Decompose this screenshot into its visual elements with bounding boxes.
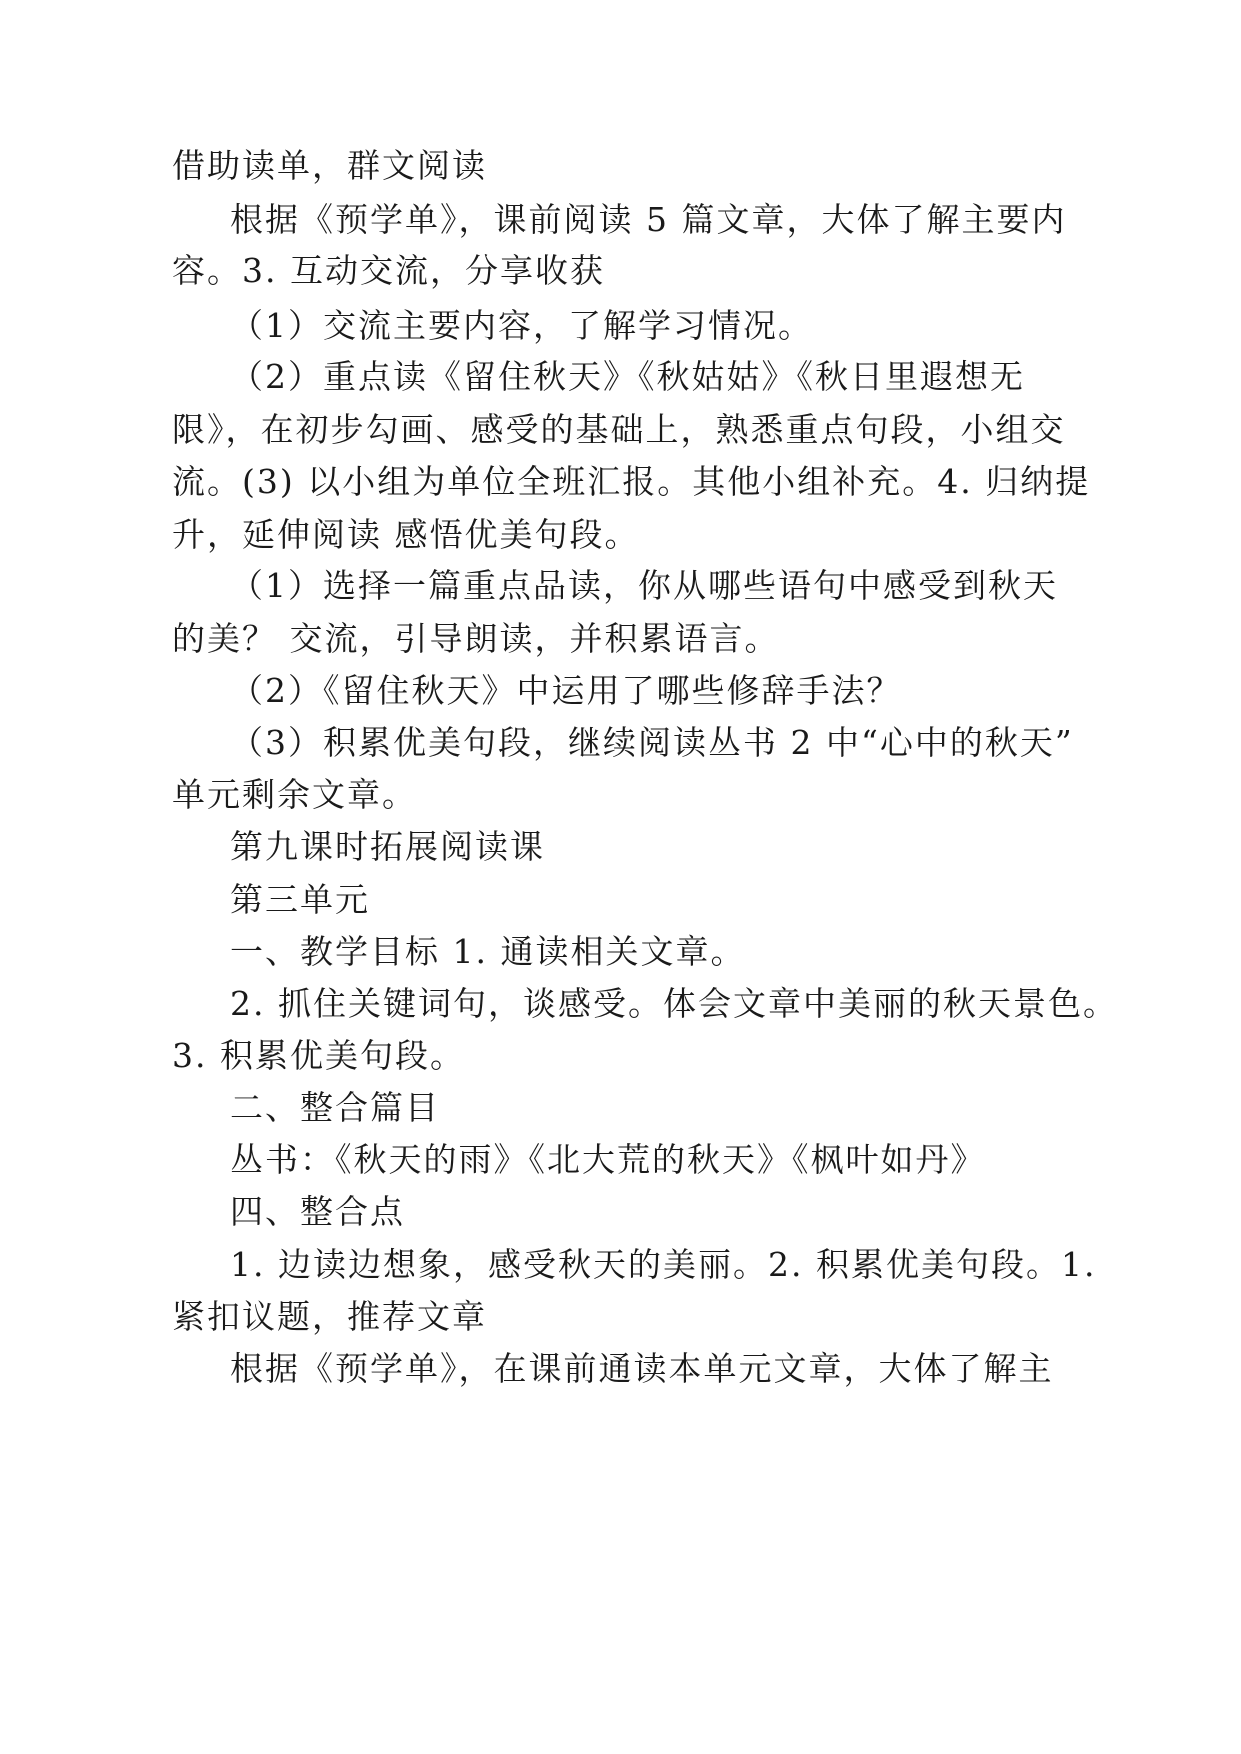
text-line: （3）积累优美句段，继续阅读丛书 2 中“心中的秋天”	[230, 723, 1074, 762]
text-line: 第三单元	[230, 880, 370, 919]
text-line: 紧扣议题，推荐文章	[172, 1297, 487, 1336]
text-line: 3. 积累优美句段。	[172, 1036, 465, 1075]
text-line: 根据《预学单》，在课前通读本单元文章，大体了解主	[230, 1349, 1054, 1388]
text-line: 容。3. 互动交流，分享收获	[172, 251, 605, 290]
text-line: 四、整合点	[230, 1192, 405, 1231]
text-line: 第九课时拓展阅读课	[230, 827, 545, 866]
text-line: 二、整合篇目	[230, 1088, 440, 1127]
text-line: 1. 边读边想象，感受秋天的美丽。2. 积累优美句段。1.	[230, 1245, 1097, 1284]
text-line: 丛书：《秋天的雨》《北大荒的秋天》《枫叶如丹》	[230, 1140, 986, 1179]
text-line: 借助读单，群文阅读	[172, 146, 487, 185]
text-line: 单元剩余文章。	[172, 775, 417, 814]
text-line: （1）选择一篇重点品读，你从哪些语句中感受到秋天	[230, 566, 1058, 605]
text-line: 升，延伸阅读 感悟优美句段。	[172, 515, 640, 554]
text-line: 2. 抓住关键词句，谈感受。体会文章中美丽的秋天景色。	[230, 984, 1118, 1023]
text-line: （2）《留住秋天》中运用了哪些修辞手法？	[230, 671, 902, 710]
text-line: 限》，在初步勾画、感受的基础上，熟悉重点句段，小组交	[172, 410, 1066, 449]
text-line: （1）交流主要内容，了解学习情况。	[230, 306, 813, 345]
text-line: 一、教学目标 1. 通读相关文章。	[230, 932, 746, 971]
text-line: 的美？ 交流，引导朗读，并积累语言。	[172, 619, 780, 658]
text-line: 流。(3) 以小组为单位全班汇报。其他小组补充。4. 归纳提	[172, 462, 1091, 501]
text-line: 根据《预学单》，课前阅读 5 篇文章，大体了解主要内	[230, 200, 1067, 239]
text-line: （2）重点读《留住秋天》《秋姑姑》《秋日里遐想无	[230, 357, 1025, 396]
